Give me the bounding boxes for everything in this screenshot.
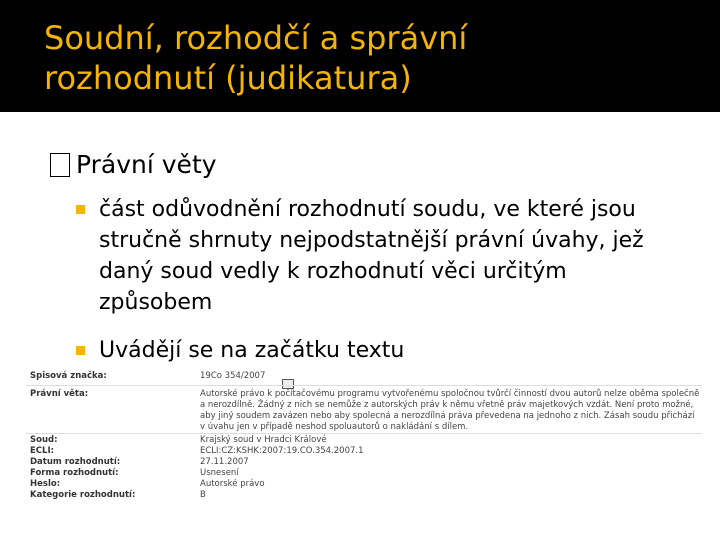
record-label: Heslo: xyxy=(30,479,61,489)
bullet-level2-text: Uvádějí se na začátku textu xyxy=(99,338,405,363)
record-label: Kategorie rozhodnutí: xyxy=(30,490,136,500)
square-bullet-icon xyxy=(76,346,85,355)
record-label: Spisová značka: xyxy=(30,371,107,381)
title-line-1: Soudní, rozhodčí a správní xyxy=(44,19,468,57)
record-label: Soud: xyxy=(30,435,58,445)
record-value: Krajský soud v Hradci Králové xyxy=(200,435,327,445)
record-value: 27.11.2007 xyxy=(200,457,249,467)
bullet-level2-text: část odůvodnění rozhodnutí soudu, ve které jsou stručně shrnuty nejpodstatnější právní úvahy, jež daný soud vedly k rozhodnutí věci určitým způsobem xyxy=(99,197,644,315)
record-value: 19Co 354/2007 xyxy=(200,371,266,381)
printer-icon[interactable] xyxy=(282,379,294,389)
bullet-level1 xyxy=(50,150,217,179)
judgment-record-screenshot xyxy=(26,365,702,517)
bullet-level2-item xyxy=(76,335,676,363)
record-label: Právní věta: xyxy=(30,389,89,399)
title-line-2: rozhodnutí (judikatura) xyxy=(44,59,412,97)
record-label: ECLI: xyxy=(30,446,55,456)
record-value: Autorské právo xyxy=(200,479,265,489)
bullet-level1-text: Právní věty xyxy=(76,150,217,179)
box-glyph-icon xyxy=(50,153,70,177)
record-label: Datum rozhodnutí: xyxy=(30,457,121,467)
square-bullet-icon xyxy=(76,205,85,214)
record-value: ECLI:CZ:KSHK:2007:19.CO.354.2007.1 xyxy=(200,446,364,456)
divider xyxy=(26,433,702,434)
record-label: Forma rozhodnutí: xyxy=(30,468,119,478)
bullet-level2-item xyxy=(76,194,676,318)
record-row xyxy=(26,389,702,435)
divider xyxy=(26,385,702,386)
record-value: B xyxy=(200,490,206,500)
record-value: Usnesení xyxy=(200,468,239,478)
record-value: Autorské právo k počítačovému programu vytvořenému spoločnou tvůrčí činností dvou autorů nelze oběma společně a nerozdílně. Žádný z nich se nemůže z autorských práv k němu vřetně práv majetkových vzdát. Není proto možné, aby jiný soudem zavázen nebo aby spolecná a nerozdílná práva převedena na jednoho z nich. Zásah soudu přichází v úvahu jen v případě neshod spoluautorů o nakládání s dílem. xyxy=(200,389,700,432)
